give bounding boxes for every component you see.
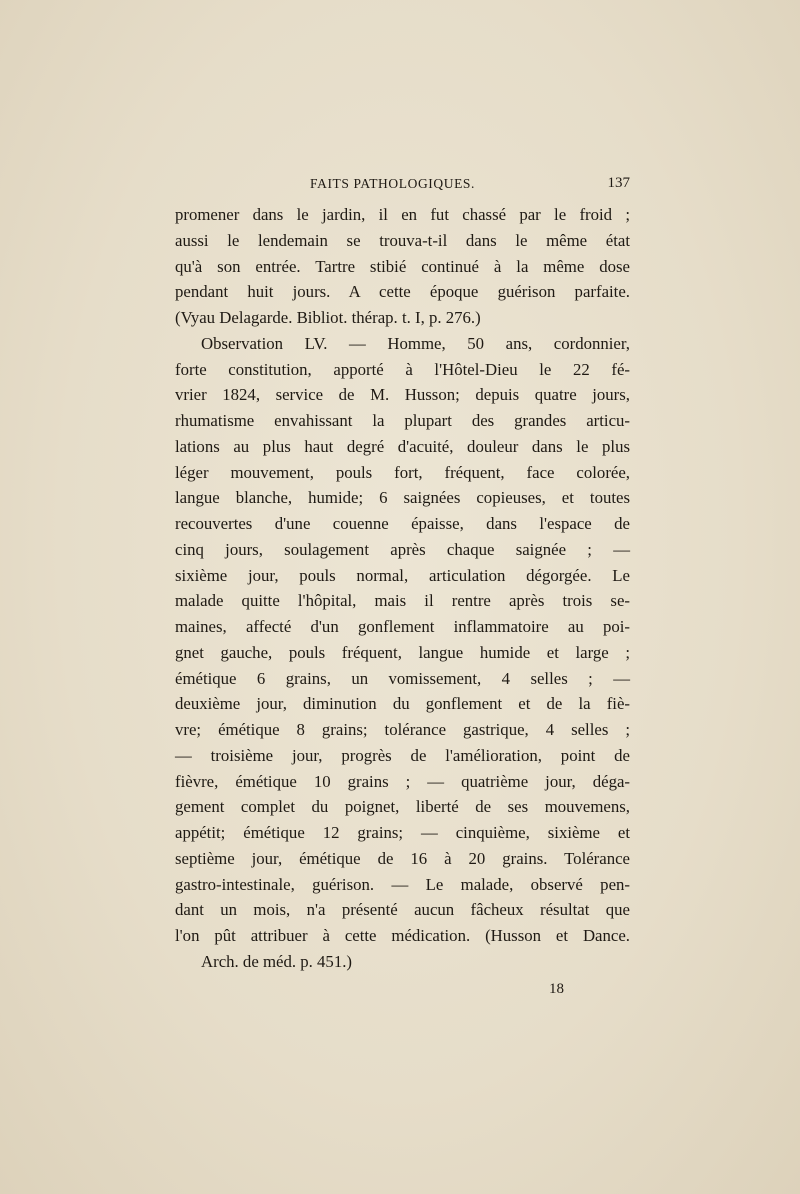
text-line: deuxième jour, diminution du gonflement et de la fiè- [175, 694, 630, 714]
signature-mark: 18 [549, 981, 564, 997]
text-line: (Vyau Delagarde. Bibliot. thérap. t. I, p. 276.) [175, 308, 481, 327]
text-line: gnet gauche, pouls fréquent, langue humide et large ; [175, 642, 630, 662]
text-line: l'on pût attribuer à cette médication. (Husson et Dance. [175, 926, 630, 945]
text-line: rhumatisme envahissant la plupart des grandes articu- [175, 411, 630, 430]
text-line: forte constitution, apporté à l'Hôtel-Dieu le 22 fé- [175, 359, 630, 379]
text-line: recouvertes d'une couenne épaisse, dans l'espace de [175, 514, 630, 533]
text-line: cinq jours, soulagement après chaque saignée ; — [175, 539, 630, 559]
text-line: pendant huit jours. A cette époque guérison parfaite. [175, 282, 630, 302]
page-number: 137 [607, 175, 630, 191]
text-line: sixième jour, pouls normal, articulation dégorgée. Le [175, 565, 630, 585]
text-line: appétit; émétique 12 grains; — cinquième, sixième et [175, 823, 630, 842]
text-line: gastro-intestinale, guérison. — Le malade, observé pen- [175, 874, 630, 894]
text-line: vre; émétique 8 grains; tolérance gastrique, 4 selles ; [175, 720, 630, 739]
observation-heading-line: Observation LV. — Homme, 50 ans, cordonnier, [201, 333, 630, 353]
text-line: vrier 1824, service de M. Husson; depuis quatre jours, [175, 385, 630, 405]
text-line: promener dans le jardin, il en fut chassé par le froid ; [175, 205, 630, 224]
text-line: maines, affecté d'un gonflement inflammatoire au poi- [175, 617, 630, 636]
text-line: gement complet du poignet, liberté de ses mouvemens, [175, 797, 630, 817]
body-text [175, 202, 630, 975]
text-line: lations au plus haut degré d'acuité, douleur dans le plus [175, 436, 630, 456]
text-line: langue blanche, humide; 6 saignées copieuses, et toutes [175, 488, 630, 508]
running-title: FAITS PATHOLOGIQUES. [310, 176, 476, 191]
text-line: qu'à son entrée. Tartre stibié continué à la même dose [175, 256, 630, 276]
page-header [175, 176, 630, 198]
text-line: septième jour, émétique de 16 à 20 grains. Tolérance [175, 848, 630, 868]
text-line: léger mouvement, pouls fort, fréquent, face colorée, [175, 462, 630, 482]
text-line: émétique 6 grains, un vomissement, 4 selles ; — [175, 668, 630, 688]
text-line: — troisième jour, progrès de l'amélioration, point de [175, 745, 630, 765]
text-line: dant un mois, n'a présenté aucun fâcheux résultat que [175, 900, 630, 920]
text-line: fièvre, émétique 10 grains ; — quatrième jour, déga- [175, 771, 630, 791]
text-line: malade quitte l'hôpital, mais il rentre après trois se- [175, 591, 630, 611]
text-line: Arch. de méd. p. 451.) [201, 951, 352, 971]
text-line: aussi le lendemain se trouva-t-il dans le même état [175, 230, 630, 250]
